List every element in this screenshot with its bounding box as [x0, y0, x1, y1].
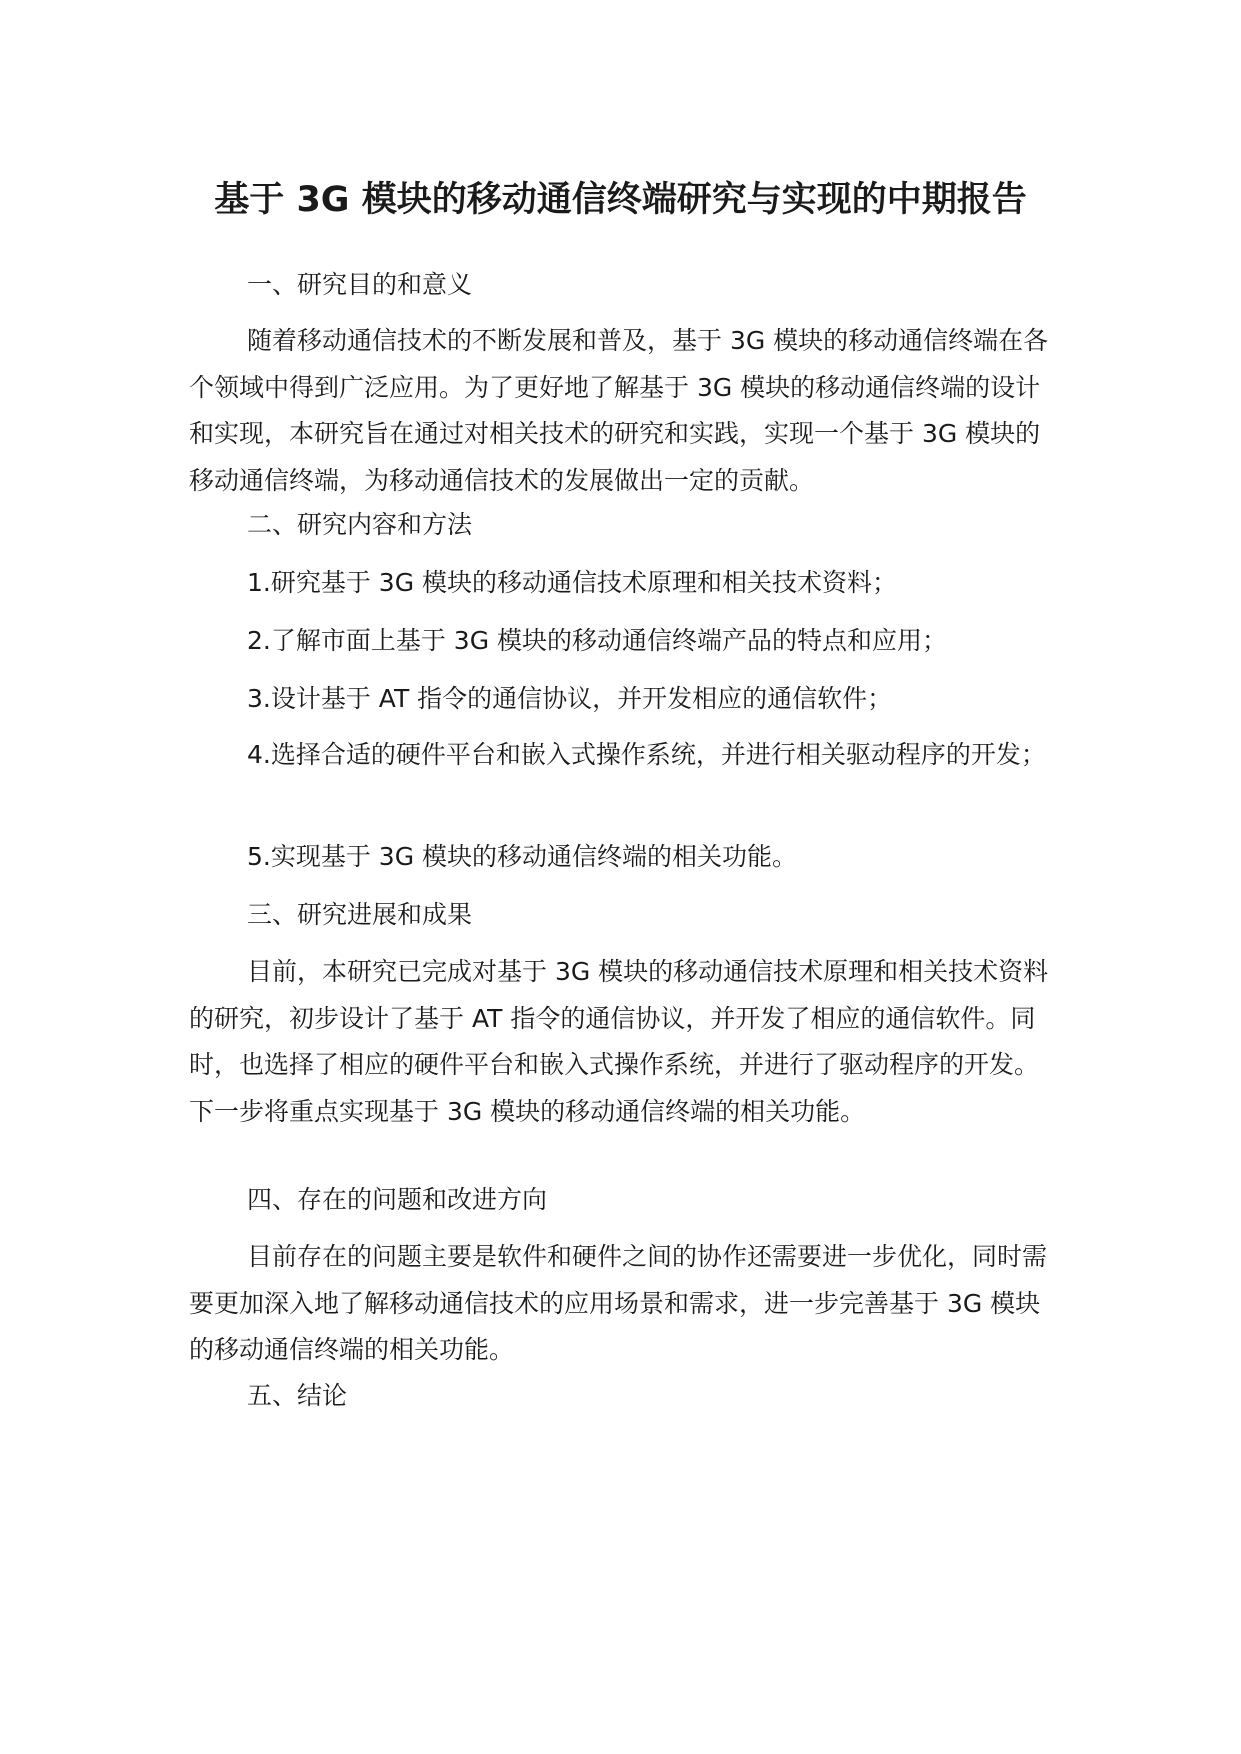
list-item-4: 4.选择合适的硬件平台和嵌入式操作系统，并进行相关驱动程序的开发； — [247, 740, 1046, 769]
list-item-1: 1.研究基于 3G 模块的移动通信技术原理和相关技术资料； — [247, 568, 898, 597]
section-heading-3: 三、研究进展和成果 — [247, 900, 473, 929]
section-heading-5: 五、结论 — [247, 1381, 348, 1410]
list-item-3: 3.设计基于 AT 指令的通信协议，并开发相应的通信软件； — [247, 684, 893, 713]
section-heading-4: 四、存在的问题和改进方向 — [247, 1185, 548, 1214]
document-title: 基于 3G 模块的移动通信终端研究与实现的中期报告 — [214, 180, 1027, 220]
section-1-paragraph: 随着移动通信技术的不断发展和普及，基于 3G 模块的移动通信终端在各个领域中得到广泛应用。为了更好地了解基于 3G 模块的移动通信终端的设计和实现，本研究旨在通过对相关技术的研究和实践，实现一个基于 3G 模块的移动通信终端，为移动通信技术的发展做出一定的贡献。 — [189, 326, 1049, 495]
section-4-paragraph: 目前存在的问题主要是软件和硬件之间的协作还需要进一步优化，同时需要更加深入地了解移动通信技术的应用场景和需求，进一步完善基于 3G 模块的移动通信终端的相关功能。 — [189, 1242, 1048, 1364]
section-3-paragraph: 目前，本研究已完成对基于 3G 模块的移动通信技术原理和相关技术资料的研究，初步设计了基于 AT 指令的通信协议，并开发了相应的通信软件。同时，也选择了相应的硬件平台和嵌入式操作系统，并进行了驱动程序的开发。下一步将重点实现基于 3G 模块的移动通信终端的相关功能。 — [189, 957, 1049, 1126]
section-heading-2: 二、研究内容和方法 — [247, 510, 473, 539]
section-heading-1: 一、研究目的和意义 — [247, 270, 473, 299]
list-item-2: 2.了解市面上基于 3G 模块的移动通信终端产品的特点和应用； — [247, 626, 948, 655]
list-item-5: 5.实现基于 3G 模块的移动通信终端的相关功能。 — [247, 842, 798, 871]
